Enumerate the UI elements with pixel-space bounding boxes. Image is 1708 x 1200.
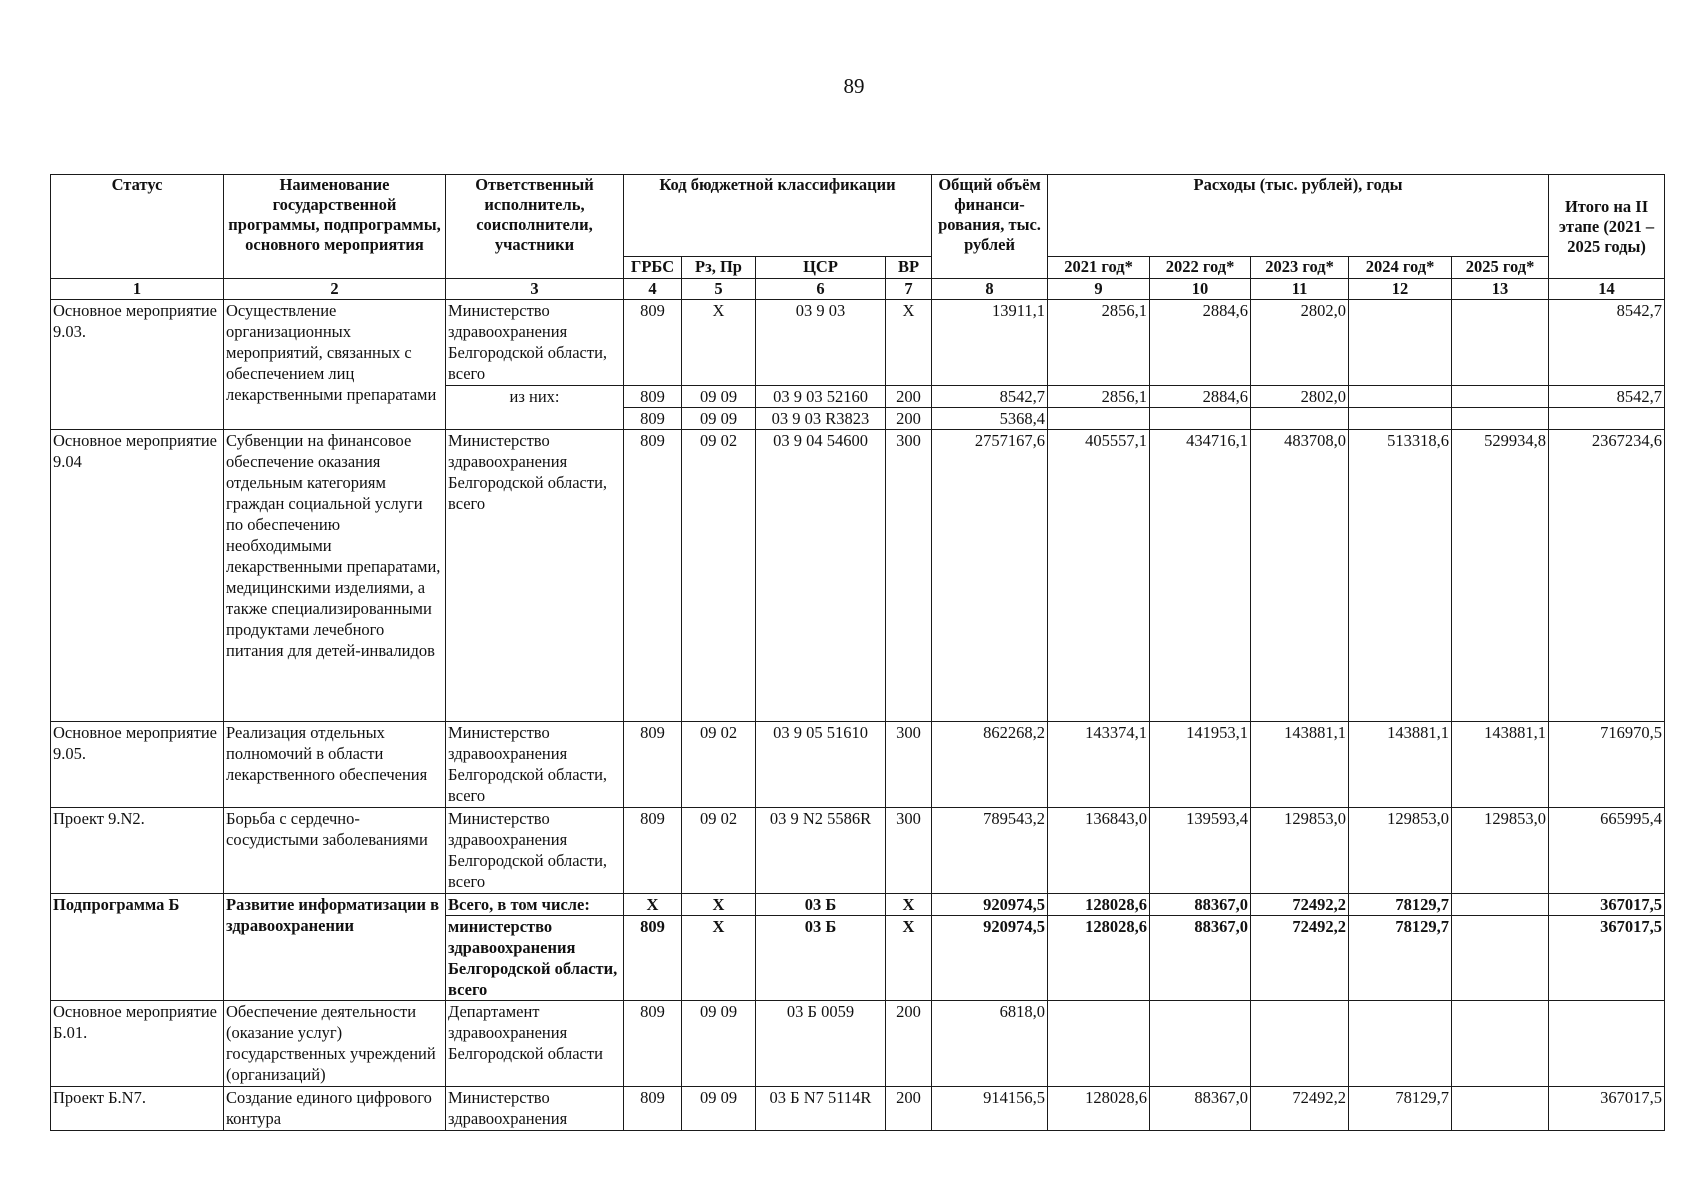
row-vr: 200 xyxy=(886,386,932,408)
row-y2025 xyxy=(1452,300,1549,386)
row-stage xyxy=(1549,408,1665,430)
row-total: 13911,1 xyxy=(932,300,1048,386)
row-rzpr: 09 09 xyxy=(682,1001,756,1087)
row-total: 6818,0 xyxy=(932,1001,1048,1087)
row-executor: Министерство здравоохранения Белгородской области, всего xyxy=(446,430,624,722)
row-vr: 300 xyxy=(886,430,932,722)
row-name: Развитие информатизации в здравоохранении xyxy=(224,894,446,1001)
row-grbs: 809 xyxy=(624,916,682,1001)
header-rzpr: Рз, Пр xyxy=(682,257,756,279)
row-y2024: 78129,7 xyxy=(1349,1087,1452,1131)
row-y2022 xyxy=(1150,408,1251,430)
row-y2021: 136843,0 xyxy=(1048,808,1150,894)
row-y2025: 529934,8 xyxy=(1452,430,1549,722)
row-stage: 665995,4 xyxy=(1549,808,1665,894)
row-y2025 xyxy=(1452,894,1549,916)
row-executor-empty xyxy=(446,408,624,430)
row-rzpr: 09 02 xyxy=(682,808,756,894)
row-vr: Х xyxy=(886,300,932,386)
table-row xyxy=(51,808,1665,894)
table-row xyxy=(51,1001,1665,1087)
row-y2023: 72492,2 xyxy=(1251,1087,1349,1131)
row-y2023: 143881,1 xyxy=(1251,722,1349,808)
row-csr: 03 9 N2 5586R xyxy=(756,808,886,894)
header-executor: Ответственный исполнитель, соисполнители, участники xyxy=(446,175,624,279)
row-rzpr: Х xyxy=(682,894,756,916)
row-status: Проект 9.N2. xyxy=(51,808,224,894)
row-grbs: 809 xyxy=(624,1087,682,1131)
row-y2025 xyxy=(1452,386,1549,408)
table-row xyxy=(51,300,1665,386)
header-year-2025: 2025 год* xyxy=(1452,257,1549,279)
row-executor: из них: xyxy=(446,386,624,408)
row-y2023: 483708,0 xyxy=(1251,430,1349,722)
row-stage: 716970,5 xyxy=(1549,722,1665,808)
row-rzpr: Х xyxy=(682,916,756,1001)
row-name: Субвенции на финансовое обеспечение оказания отдельным категориям граждан социальной услуги по обеспечению необходимыми лекарственными препаратами, медицинскими изделиями, а также специализированными продуктами лечебного питания для детей-инвалидов xyxy=(224,430,446,722)
row-rzpr: Х xyxy=(682,300,756,386)
row-y2025 xyxy=(1452,408,1549,430)
col-number: 2 xyxy=(224,279,446,300)
row-total: 5368,4 xyxy=(932,408,1048,430)
row-y2025: 143881,1 xyxy=(1452,722,1549,808)
header-year-2022: 2022 год* xyxy=(1150,257,1251,279)
row-y2022: 2884,6 xyxy=(1150,300,1251,386)
row-y2024 xyxy=(1349,300,1452,386)
row-y2023: 72492,2 xyxy=(1251,916,1349,1001)
row-y2022: 434716,1 xyxy=(1150,430,1251,722)
col-number: 11 xyxy=(1251,279,1349,300)
row-status: Основное мероприятие 9.03. xyxy=(51,300,224,430)
row-name: Борьба с сердечно-сосудистыми заболеваниями xyxy=(224,808,446,894)
row-vr: 200 xyxy=(886,1087,932,1131)
row-y2024: 78129,7 xyxy=(1349,916,1452,1001)
row-rzpr: 09 02 xyxy=(682,430,756,722)
row-grbs: Х xyxy=(624,894,682,916)
row-y2023 xyxy=(1251,408,1349,430)
row-grbs: 809 xyxy=(624,430,682,722)
row-y2021 xyxy=(1048,1001,1150,1087)
row-rzpr: 09 09 xyxy=(682,1087,756,1131)
row-status: Подпрограмма Б xyxy=(51,894,224,1001)
row-stage: 367017,5 xyxy=(1549,1087,1665,1131)
row-total: 2757167,6 xyxy=(932,430,1048,722)
row-stage: 8542,7 xyxy=(1549,300,1665,386)
row-y2022: 2884,6 xyxy=(1150,386,1251,408)
row-csr: 03 Б xyxy=(756,894,886,916)
row-y2023: 72492,2 xyxy=(1251,894,1349,916)
row-vr: Х xyxy=(886,894,932,916)
row-csr: 03 9 03 R3823 xyxy=(756,408,886,430)
row-total: 8542,7 xyxy=(932,386,1048,408)
row-total: 789543,2 xyxy=(932,808,1048,894)
col-number: 7 xyxy=(886,279,932,300)
row-grbs: 809 xyxy=(624,808,682,894)
header-stage-total: Итого на II этапе (2021 – 2025 годы) xyxy=(1549,175,1665,279)
row-y2023: 2802,0 xyxy=(1251,300,1349,386)
row-y2025: 129853,0 xyxy=(1452,808,1549,894)
row-csr: 03 Б N7 5114R xyxy=(756,1087,886,1131)
table-row xyxy=(51,722,1665,808)
row-name: Обеспечение деятельности (оказание услуг) государственных учреждений (организаций) xyxy=(224,1001,446,1087)
row-y2021: 128028,6 xyxy=(1048,894,1150,916)
row-executor: Министерство здравоохранения Белгородской области, всего xyxy=(446,808,624,894)
header-name: Наименование государственной программы, подпрограммы, основного мероприятия xyxy=(224,175,446,279)
col-number: 6 xyxy=(756,279,886,300)
row-csr: 03 Б xyxy=(756,916,886,1001)
col-number: 12 xyxy=(1349,279,1452,300)
col-number: 13 xyxy=(1452,279,1549,300)
row-name: Реализация отдельных полномочий в области лекарственного обеспечения xyxy=(224,722,446,808)
row-y2024 xyxy=(1349,1001,1452,1087)
header-year-2023: 2023 год* xyxy=(1251,257,1349,279)
row-y2021: 143374,1 xyxy=(1048,722,1150,808)
row-stage: 367017,5 xyxy=(1549,916,1665,1001)
row-vr: 200 xyxy=(886,408,932,430)
row-grbs: 809 xyxy=(624,300,682,386)
row-y2021: 128028,6 xyxy=(1048,1087,1150,1131)
col-number: 14 xyxy=(1549,279,1665,300)
row-y2022 xyxy=(1150,1001,1251,1087)
table-row xyxy=(51,1087,1665,1131)
header-total: Общий объём финанси-рования, тыс. рублей xyxy=(932,175,1048,279)
row-total: 920974,5 xyxy=(932,916,1048,1001)
header-expenses-group: Расходы (тыс. рублей), годы xyxy=(1048,175,1549,257)
budget-table xyxy=(50,174,1665,1131)
row-y2023: 129853,0 xyxy=(1251,808,1349,894)
row-y2023: 2802,0 xyxy=(1251,386,1349,408)
row-stage: 367017,5 xyxy=(1549,894,1665,916)
row-y2021: 2856,1 xyxy=(1048,386,1150,408)
row-executor: Департамент здравоохранения Белгородской области xyxy=(446,1001,624,1087)
header-csr: ЦСР xyxy=(756,257,886,279)
row-status: Основное мероприятие Б.01. xyxy=(51,1001,224,1087)
row-vr: Х xyxy=(886,916,932,1001)
row-vr: 200 xyxy=(886,1001,932,1087)
row-y2024: 78129,7 xyxy=(1349,894,1452,916)
row-executor: Министерство здравоохранения xyxy=(446,1087,624,1131)
row-y2025 xyxy=(1452,1001,1549,1087)
row-status: Основное мероприятие 9.05. xyxy=(51,722,224,808)
row-stage: 2367234,6 xyxy=(1549,430,1665,722)
header-year-2024: 2024 год* xyxy=(1349,257,1452,279)
row-rzpr: 09 09 xyxy=(682,408,756,430)
row-executor: Министерство здравоохранения Белгородской области, всего xyxy=(446,300,624,386)
row-grbs: 809 xyxy=(624,722,682,808)
row-grbs: 809 xyxy=(624,386,682,408)
row-csr: 03 9 04 54600 xyxy=(756,430,886,722)
row-rzpr: 09 02 xyxy=(682,722,756,808)
row-csr: 03 Б 0059 xyxy=(756,1001,886,1087)
header-year-2021: 2021 год* xyxy=(1048,257,1150,279)
row-y2022: 141953,1 xyxy=(1150,722,1251,808)
row-y2021: 128028,6 xyxy=(1048,916,1150,1001)
row-executor: Министерство здравоохранения Белгородской области, всего xyxy=(446,722,624,808)
header-grbs: ГРБС xyxy=(624,257,682,279)
col-number: 8 xyxy=(932,279,1048,300)
row-stage xyxy=(1549,1001,1665,1087)
row-y2023 xyxy=(1251,1001,1349,1087)
col-number: 10 xyxy=(1150,279,1251,300)
row-y2024: 513318,6 xyxy=(1349,430,1452,722)
col-number: 5 xyxy=(682,279,756,300)
row-total: 920974,5 xyxy=(932,894,1048,916)
col-number: 1 xyxy=(51,279,224,300)
row-grbs: 809 xyxy=(624,408,682,430)
row-name: Создание единого цифрового контура xyxy=(224,1087,446,1131)
row-csr: 03 9 03 52160 xyxy=(756,386,886,408)
page-number: 89 xyxy=(843,74,865,98)
row-grbs: 809 xyxy=(624,1001,682,1087)
row-rzpr: 09 09 xyxy=(682,386,756,408)
row-y2024: 129853,0 xyxy=(1349,808,1452,894)
row-y2021: 2856,1 xyxy=(1048,300,1150,386)
row-y2022: 139593,4 xyxy=(1150,808,1251,894)
row-y2022: 88367,0 xyxy=(1150,894,1251,916)
row-y2021 xyxy=(1048,408,1150,430)
row-vr: 300 xyxy=(886,808,932,894)
row-y2024 xyxy=(1349,386,1452,408)
row-y2024: 143881,1 xyxy=(1349,722,1452,808)
row-csr: 03 9 03 xyxy=(756,300,886,386)
header-code-group: Код бюджетной классификации xyxy=(624,175,932,257)
row-y2022: 88367,0 xyxy=(1150,916,1251,1001)
row-y2024 xyxy=(1349,408,1452,430)
row-y2025 xyxy=(1452,1087,1549,1131)
row-stage: 8542,7 xyxy=(1549,386,1665,408)
row-vr: 300 xyxy=(886,722,932,808)
row-csr: 03 9 05 51610 xyxy=(756,722,886,808)
row-executor: министерство здравоохранения Белгородской области, всего xyxy=(446,916,624,1001)
row-name: Осуществление организационных мероприятий, связанных с обеспечением лиц лекарственными препаратами xyxy=(224,300,446,430)
row-executor: Всего, в том числе: xyxy=(446,894,624,916)
col-number: 4 xyxy=(624,279,682,300)
row-y2021: 405557,1 xyxy=(1048,430,1150,722)
col-number: 3 xyxy=(446,279,624,300)
row-y2025 xyxy=(1452,916,1549,1001)
row-status: Проект Б.N7. xyxy=(51,1087,224,1131)
row-y2022: 88367,0 xyxy=(1150,1087,1251,1131)
row-status: Основное мероприятие 9.04 xyxy=(51,430,224,722)
header-status: Статус xyxy=(51,175,224,279)
table-row xyxy=(51,430,1665,722)
table-row xyxy=(51,894,1665,916)
row-total: 862268,2 xyxy=(932,722,1048,808)
row-total: 914156,5 xyxy=(932,1087,1048,1131)
col-number: 9 xyxy=(1048,279,1150,300)
header-vr: ВР xyxy=(886,257,932,279)
